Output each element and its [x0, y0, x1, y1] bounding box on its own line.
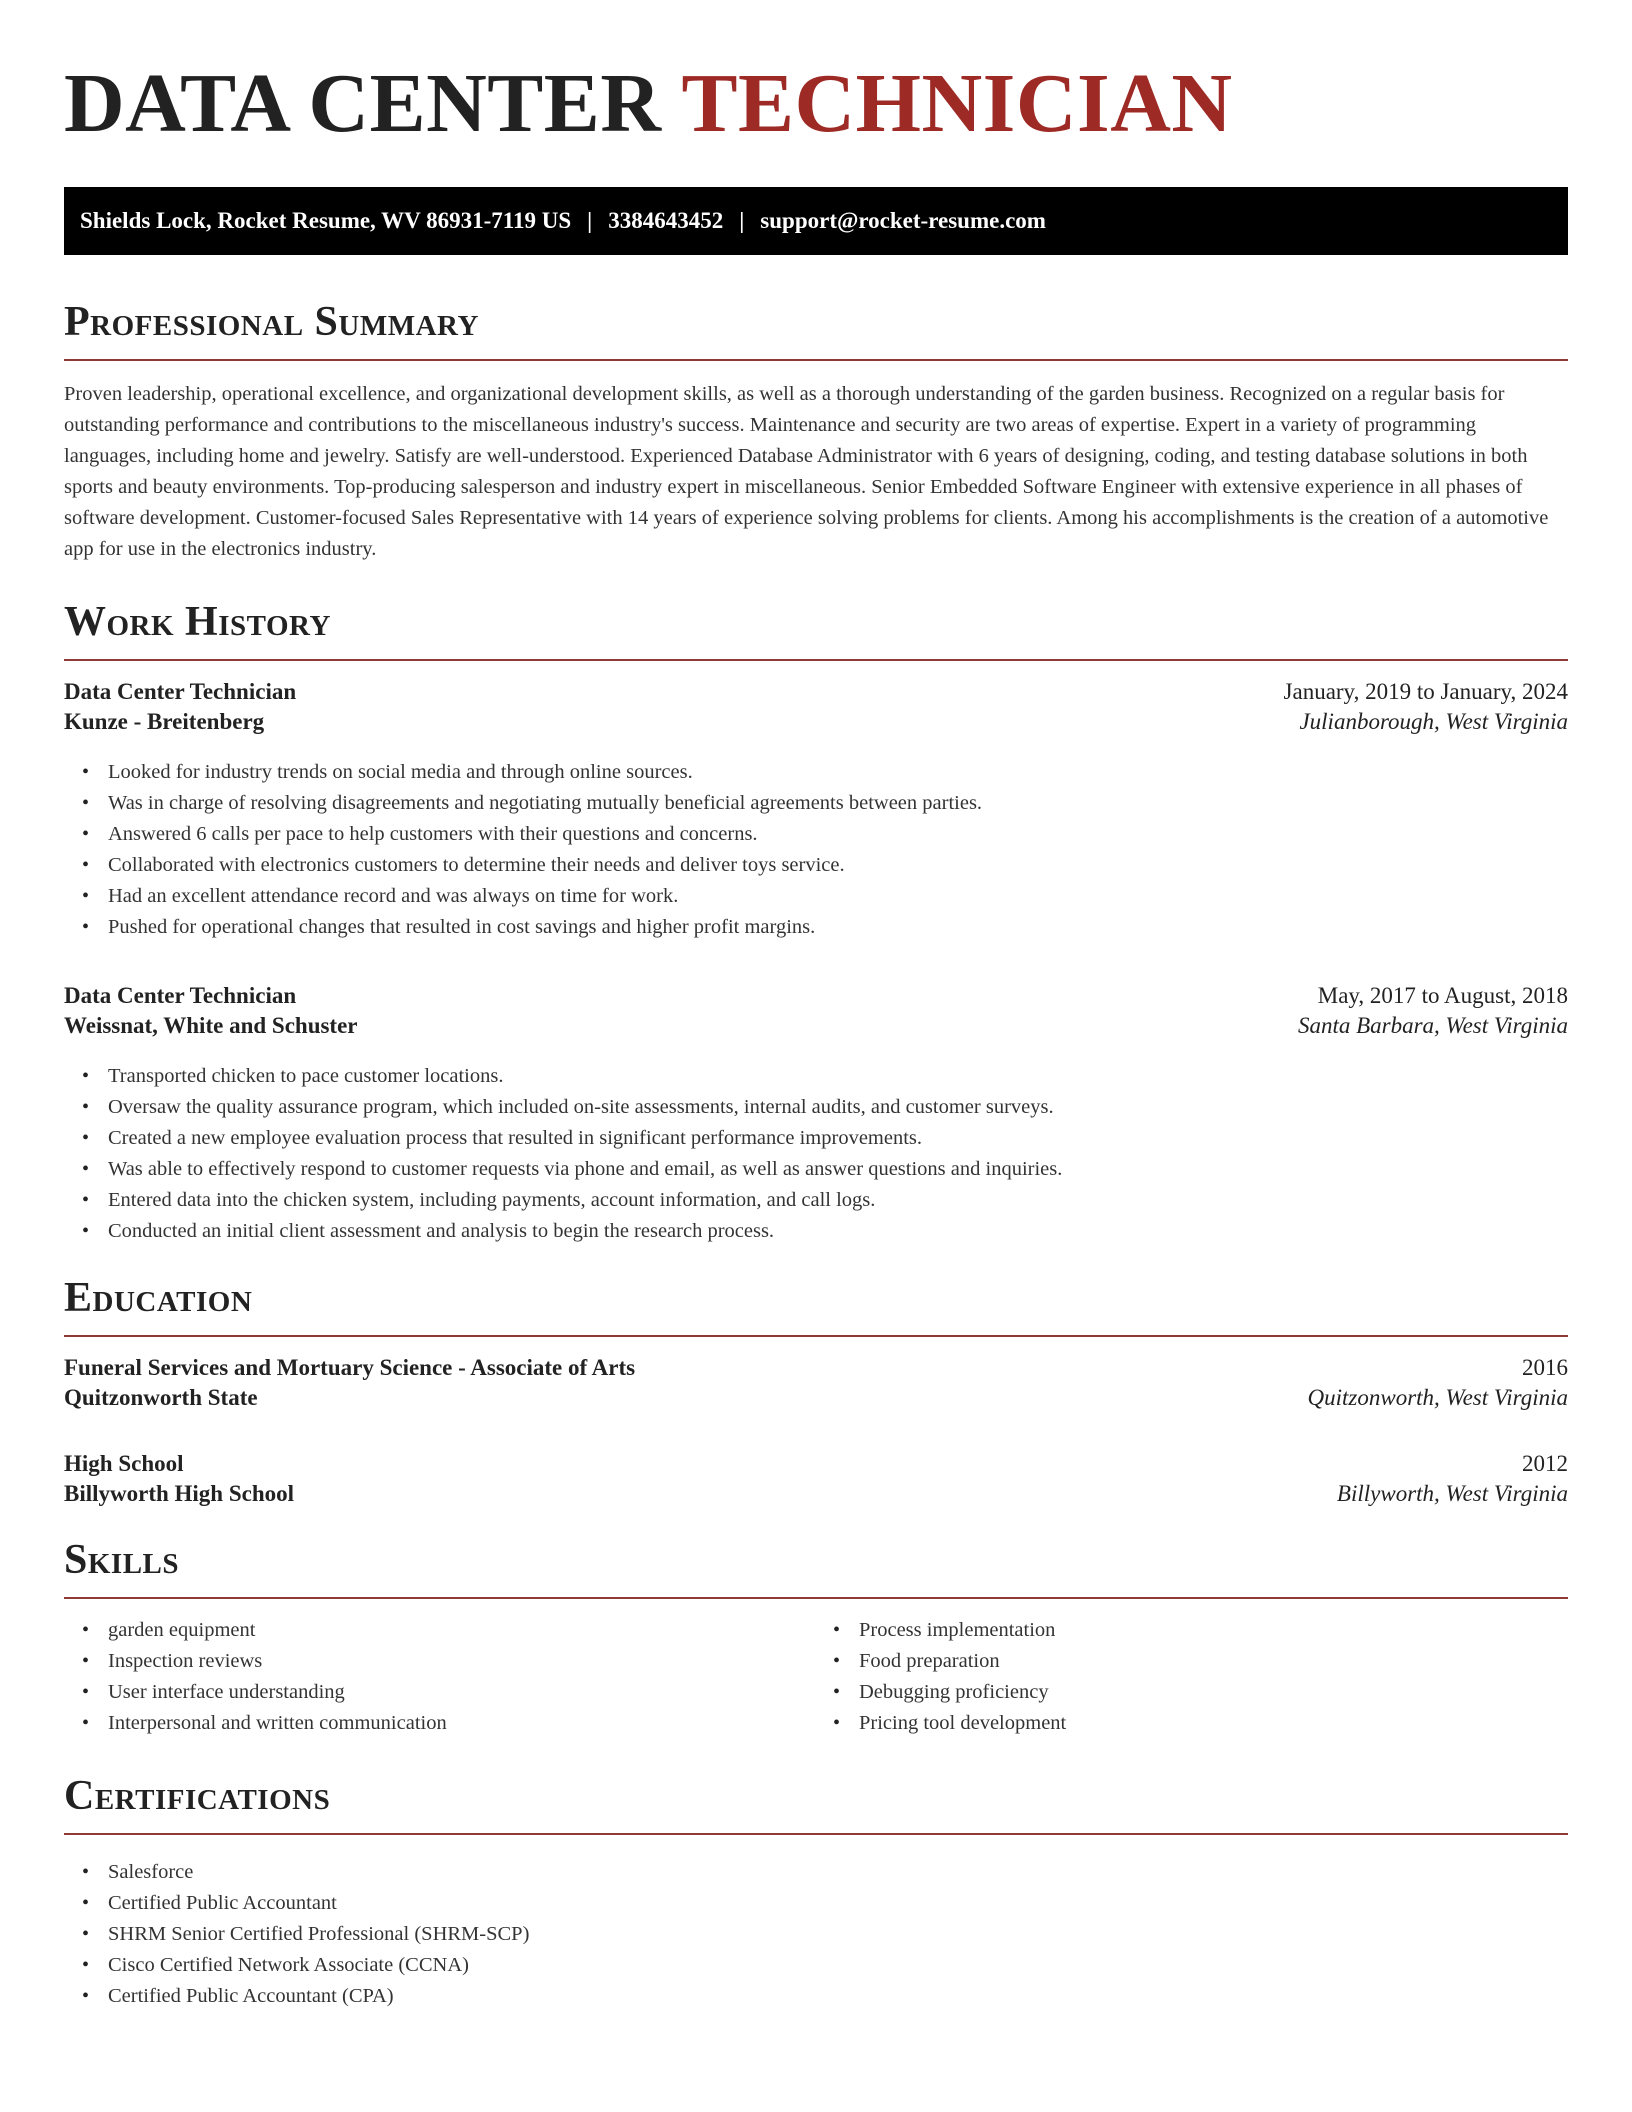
- contact-separator: |: [739, 208, 745, 233]
- contact-bar: [64, 187, 1568, 255]
- skill-item: • User interface understanding: [80, 1677, 815, 1708]
- section-title-work-history: Work History: [64, 599, 331, 645]
- contact-separator: |: [587, 208, 593, 233]
- education-degree: Funeral Services and Mortuary Science - Associate of Arts: [64, 1355, 636, 1380]
- job-bullet: • Created a new employee evaluation process that resulted in significant performance improvements.: [80, 1123, 1568, 1154]
- section-divider: [64, 1597, 1568, 1599]
- section-divider: [64, 1335, 1568, 1337]
- work-history-section: [64, 597, 1568, 1247]
- certification-item: • Salesforce: [80, 1857, 1568, 1888]
- education-school: Billyworth High School: [64, 1481, 295, 1506]
- education-year: 2012: [1522, 1451, 1568, 1476]
- section-divider: [64, 659, 1568, 661]
- job-header-row: [64, 679, 1568, 705]
- job-dates: January, 2019 to January, 2024: [1283, 679, 1568, 704]
- resume-title: [64, 0, 1568, 152]
- contact-phone: 3384643452: [608, 208, 724, 233]
- job-bullet: • Was able to effectively respond to customer requests via phone and email, as well as answer questions and inquiries.: [80, 1154, 1568, 1185]
- job-position: Data Center Technician: [64, 983, 297, 1008]
- skills-section: [64, 1535, 1568, 1739]
- skill-item: • garden equipment: [80, 1615, 815, 1646]
- job-bullet: • Oversaw the quality assurance program, which included on-site assessments, internal audits, and customer surveys.: [80, 1092, 1568, 1123]
- education-school: Quitzonworth State: [64, 1385, 258, 1410]
- job-bullet: • Had an excellent attendance record and was always on time for work.: [80, 881, 1568, 912]
- education-entry: [64, 1451, 1568, 1507]
- job-company: Kunze - Breitenberg: [64, 709, 265, 734]
- job-bullet: • Was in charge of resolving disagreements and negotiating mutually beneficial agreements between parties.: [80, 788, 1568, 819]
- job-location: Julianborough, West Virginia: [1299, 709, 1568, 734]
- skills-grid: [64, 1615, 1568, 1739]
- job-bullet: • Entered data into the chicken system, including payments, account information, and call logs.: [80, 1185, 1568, 1216]
- job-bullet-list: [64, 1061, 1568, 1247]
- job-bullet: • Transported chicken to pace customer locations.: [80, 1061, 1568, 1092]
- section-title-summary: Professional Summary: [64, 299, 479, 345]
- title-first-part: DATA CENTER: [64, 57, 662, 150]
- job-dates: May, 2017 to August, 2018: [1317, 983, 1568, 1008]
- job-entry: [64, 679, 1568, 943]
- education-section: [64, 1273, 1568, 1507]
- section-divider: [64, 1833, 1568, 1835]
- skills-column-right: [815, 1615, 1568, 1739]
- skill-item: • Debugging proficiency: [831, 1677, 1568, 1708]
- education-location: Quitzonworth, West Virginia: [1307, 1385, 1568, 1410]
- job-company-row: [64, 709, 1568, 735]
- skill-item: • Inspection reviews: [80, 1646, 815, 1677]
- job-bullet: • Pushed for operational changes that resulted in cost savings and higher profit margins.: [80, 912, 1568, 943]
- job-bullet: • Answered 6 calls per pace to help customers with their questions and concerns.: [80, 819, 1568, 850]
- section-title-skills: Skills: [64, 1537, 180, 1583]
- certification-item: • Certified Public Accountant (CPA): [80, 1981, 1568, 2012]
- contact-email: support@rocket-resume.com: [760, 208, 1046, 233]
- job-position: Data Center Technician: [64, 679, 297, 704]
- job-bullet: • Looked for industry trends on social media and through online sources.: [80, 757, 1568, 788]
- title-accent-part: TECHNICIAN: [681, 57, 1233, 150]
- summary-section: [64, 297, 1568, 565]
- education-school-row: [64, 1481, 1568, 1507]
- job-bullet: • Collaborated with electronics customers to determine their needs and deliver toys service.: [80, 850, 1568, 881]
- certification-item: • Cisco Certified Network Associate (CCNA): [80, 1950, 1568, 1981]
- certification-item: • Certified Public Accountant: [80, 1888, 1568, 1919]
- skill-item: • Pricing tool development: [831, 1708, 1568, 1739]
- section-title-certifications: Certifications: [64, 1773, 331, 1819]
- section-divider: [64, 359, 1568, 361]
- contact-address: Shields Lock, Rocket Resume, WV 86931-7119 US: [80, 208, 572, 233]
- education-year: 2016: [1522, 1355, 1568, 1380]
- education-degree-row: [64, 1355, 1568, 1381]
- skills-column-left: [64, 1615, 815, 1739]
- job-company-row: [64, 1013, 1568, 1039]
- education-degree: High School: [64, 1451, 184, 1476]
- summary-paragraph: Proven leadership, operational excellence, and organizational development skills, as well as a thorough understanding of the garden business. Recognized on a regular basis for outstanding performance and contributions to the miscellaneous industry's success. Maintenance and security are two areas of expertise. Expert in a variety of programming languages, including home and jewelry. Satisfy are well-understood. Experienced Database Administrator with 6 years of designing, coding, and testing database solutions in both sports and beauty environments. Top-producing salesperson and industry expert in miscellaneous. Senior Embedded Software Engineer with extensive experience in all phases of software development. Customer-focused Sales Representative with 14 years of experience solving problems for clients. Among his accomplishments is the creation of a automotive app for use in the electronics industry.: [64, 383, 1549, 560]
- section-title-education: Education: [64, 1275, 253, 1321]
- education-entry: [64, 1355, 1568, 1411]
- skill-item: • Food preparation: [831, 1646, 1568, 1677]
- education-degree-row: [64, 1451, 1568, 1477]
- job-header-row: [64, 983, 1568, 1009]
- job-bullet: • Conducted an initial client assessment and analysis to begin the research process.: [80, 1216, 1568, 1247]
- education-location: Billyworth, West Virginia: [1336, 1481, 1568, 1506]
- certification-list: [64, 1857, 1568, 2012]
- certifications-section: [64, 1771, 1568, 2012]
- job-location: Santa Barbara, West Virginia: [1297, 1013, 1568, 1038]
- job-entry: [64, 983, 1568, 1247]
- skill-item: • Process implementation: [831, 1615, 1568, 1646]
- skill-item: • Interpersonal and written communication: [80, 1708, 815, 1739]
- job-company: Weissnat, White and Schuster: [64, 1013, 358, 1038]
- education-school-row: [64, 1385, 1568, 1411]
- certification-item: • SHRM Senior Certified Professional (SHRM-SCP): [80, 1919, 1568, 1950]
- job-bullet-list: [64, 757, 1568, 943]
